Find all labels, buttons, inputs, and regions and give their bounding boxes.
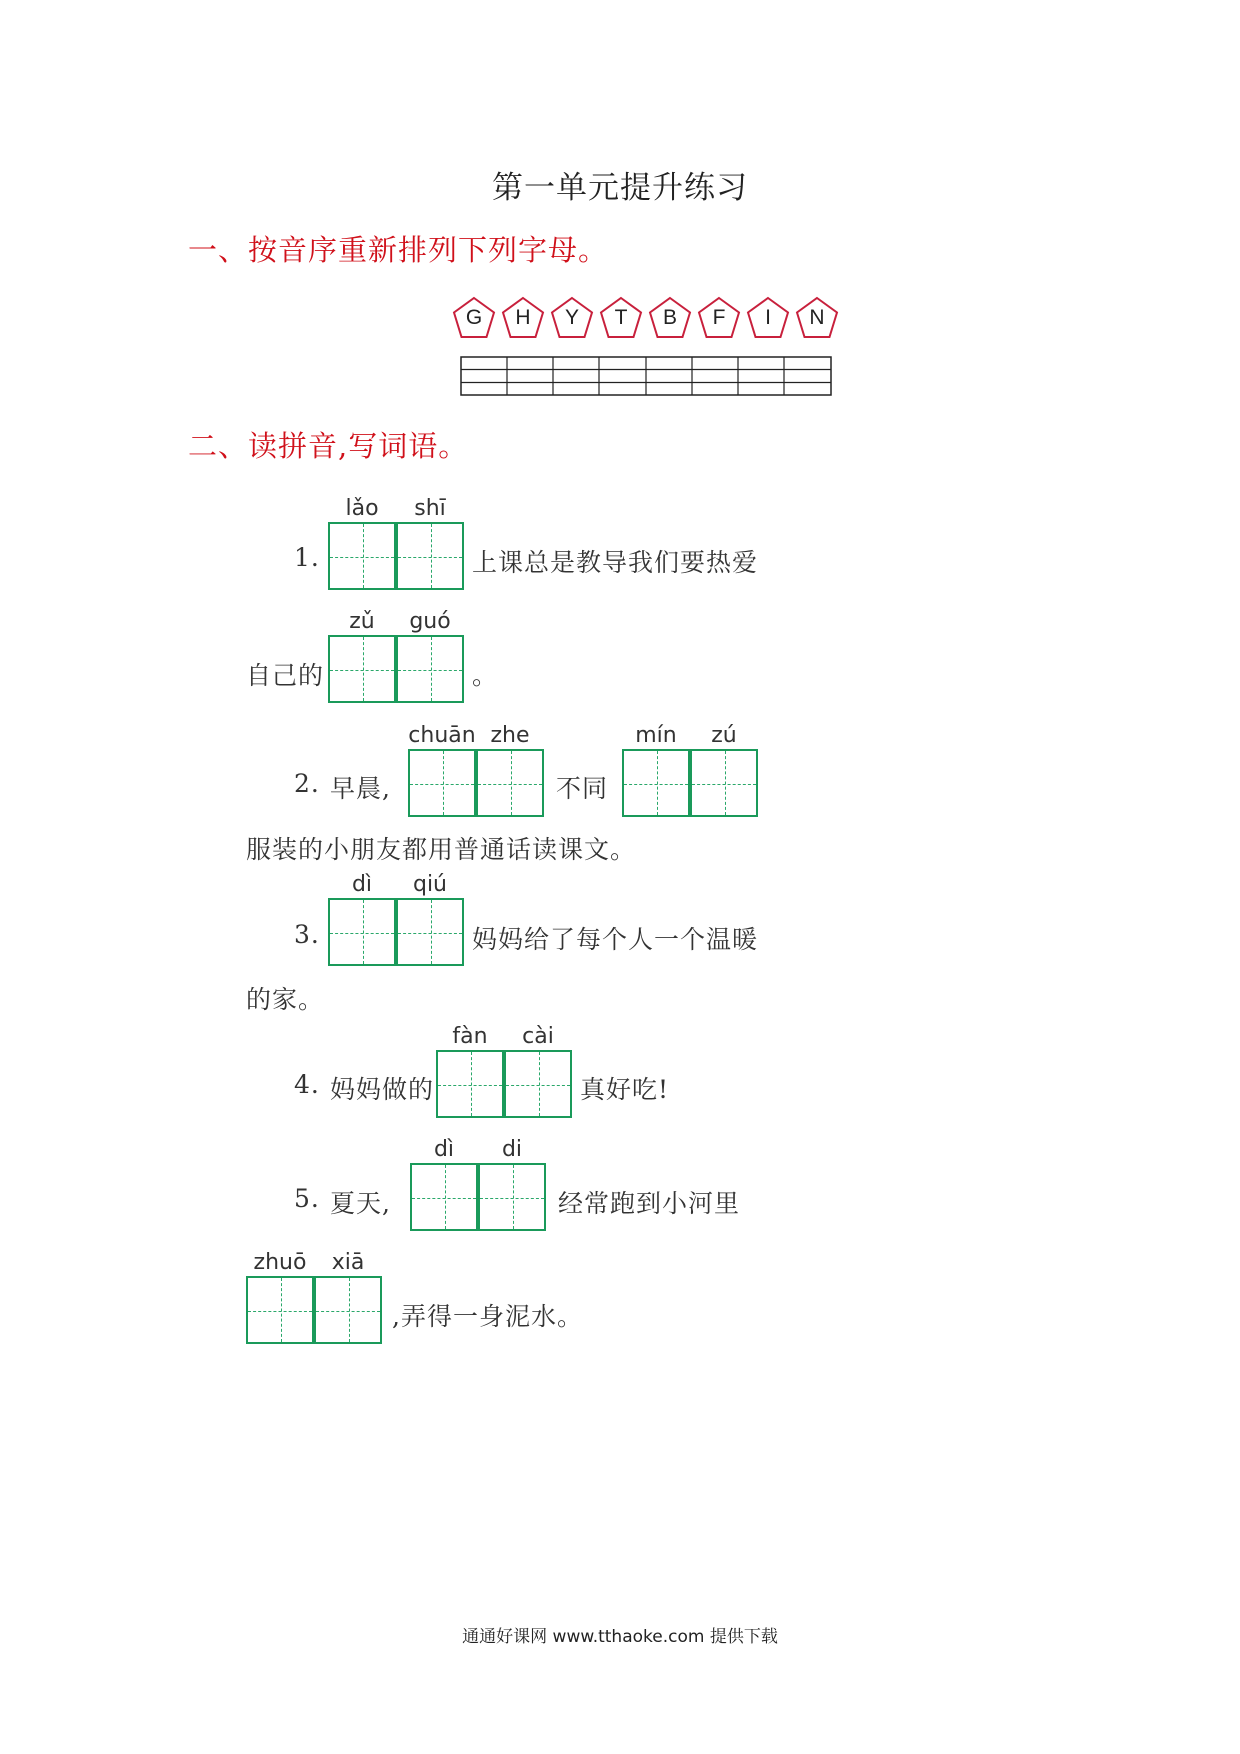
pinyin-di3: di <box>501 1137 523 1162</box>
q2-number: 2. <box>294 769 320 798</box>
pinyin-di: dì <box>351 872 373 897</box>
letter-pentagon <box>648 296 692 340</box>
pinyin-zhe: zhe <box>490 723 530 748</box>
letter-pentagon <box>452 296 496 340</box>
letter-pentagon <box>795 296 839 340</box>
pinyin-zu: zǔ <box>349 609 375 634</box>
char-box[interactable] <box>314 1276 382 1344</box>
char-box[interactable] <box>478 1163 546 1231</box>
q3-number: 3. <box>294 920 320 949</box>
letter-pentagon <box>501 296 545 340</box>
pinyin-qiu: qiú <box>412 872 448 897</box>
letter-label: F <box>712 306 726 329</box>
q4-number: 4. <box>294 1070 320 1099</box>
letter-pentagon <box>550 296 594 340</box>
q5-text-mid: 经常跑到小河里 <box>558 1189 741 1218</box>
q5-number: 5. <box>294 1184 320 1213</box>
char-box[interactable] <box>246 1276 314 1344</box>
pinyin-chuan: chuān <box>408 723 476 748</box>
letter-label: I <box>765 306 771 329</box>
q2-text-mid: 不同 <box>556 774 609 803</box>
pinyin-zu2: zú <box>711 723 737 748</box>
section-2-heading: 二、读拼音,写词语。 <box>188 429 469 463</box>
letter-label: G <box>465 306 483 329</box>
q1-text: 上课总是教导我们要热爱 <box>472 548 759 577</box>
q2-text: 早晨, <box>330 774 391 803</box>
q1-end: 。 <box>472 661 499 690</box>
answer-grid[interactable] <box>460 356 832 396</box>
letter-pentagon <box>746 296 790 340</box>
pinyin-di2: dì <box>433 1137 455 1162</box>
letter-label: Y <box>564 306 579 329</box>
letter-pentagon <box>599 296 643 340</box>
char-box[interactable] <box>476 749 544 817</box>
letter-label: T <box>614 306 628 329</box>
pinyin-shi: shī <box>414 496 446 521</box>
char-box[interactable] <box>408 749 476 817</box>
pinyin-xia: xiā <box>331 1250 365 1275</box>
char-box[interactable] <box>396 898 464 966</box>
q4-text: 妈妈做的 <box>330 1075 435 1104</box>
char-box[interactable] <box>396 522 464 590</box>
pinyin-min: mín <box>635 723 677 748</box>
letter-label: B <box>662 306 677 329</box>
q1-text-2: 自己的 <box>246 661 325 690</box>
char-box[interactable] <box>328 635 396 703</box>
letter-label: N <box>809 306 825 329</box>
char-box[interactable] <box>396 635 464 703</box>
char-box[interactable] <box>436 1050 504 1118</box>
section-1-heading: 一、按音序重新排列下列字母。 <box>188 233 609 267</box>
q4-text-end: 真好吃! <box>580 1075 670 1104</box>
char-box[interactable] <box>410 1163 478 1231</box>
char-box[interactable] <box>504 1050 572 1118</box>
q3-text: 妈妈给了每个人一个温暖 <box>472 925 759 954</box>
char-box[interactable] <box>328 522 396 590</box>
pinyin-cai: cài <box>522 1024 554 1049</box>
page-title: 第一单元提升练习 <box>492 170 748 206</box>
q5-text-line2: ,弄得一身泥水。 <box>392 1302 583 1331</box>
footer: 通通好课网 www.tthaoke.com 提供下载 <box>462 1627 778 1647</box>
char-box[interactable] <box>622 749 690 817</box>
q2-text-line2: 服装的小朋友都用普通话读课文。 <box>246 835 637 864</box>
pinyin-zhuo: zhuō <box>253 1250 307 1275</box>
q3-text-line2: 的家。 <box>246 985 325 1014</box>
char-box[interactable] <box>690 749 758 817</box>
pinyin-fan: fàn <box>452 1024 488 1049</box>
q5-text: 夏天, <box>330 1189 391 1218</box>
pinyin-lao: lǎo <box>345 496 379 521</box>
q1-number: 1. <box>294 543 320 572</box>
pinyin-guo: guó <box>409 609 451 634</box>
char-box[interactable] <box>328 898 396 966</box>
letter-label: H <box>515 306 531 329</box>
letter-pentagon <box>697 296 741 340</box>
